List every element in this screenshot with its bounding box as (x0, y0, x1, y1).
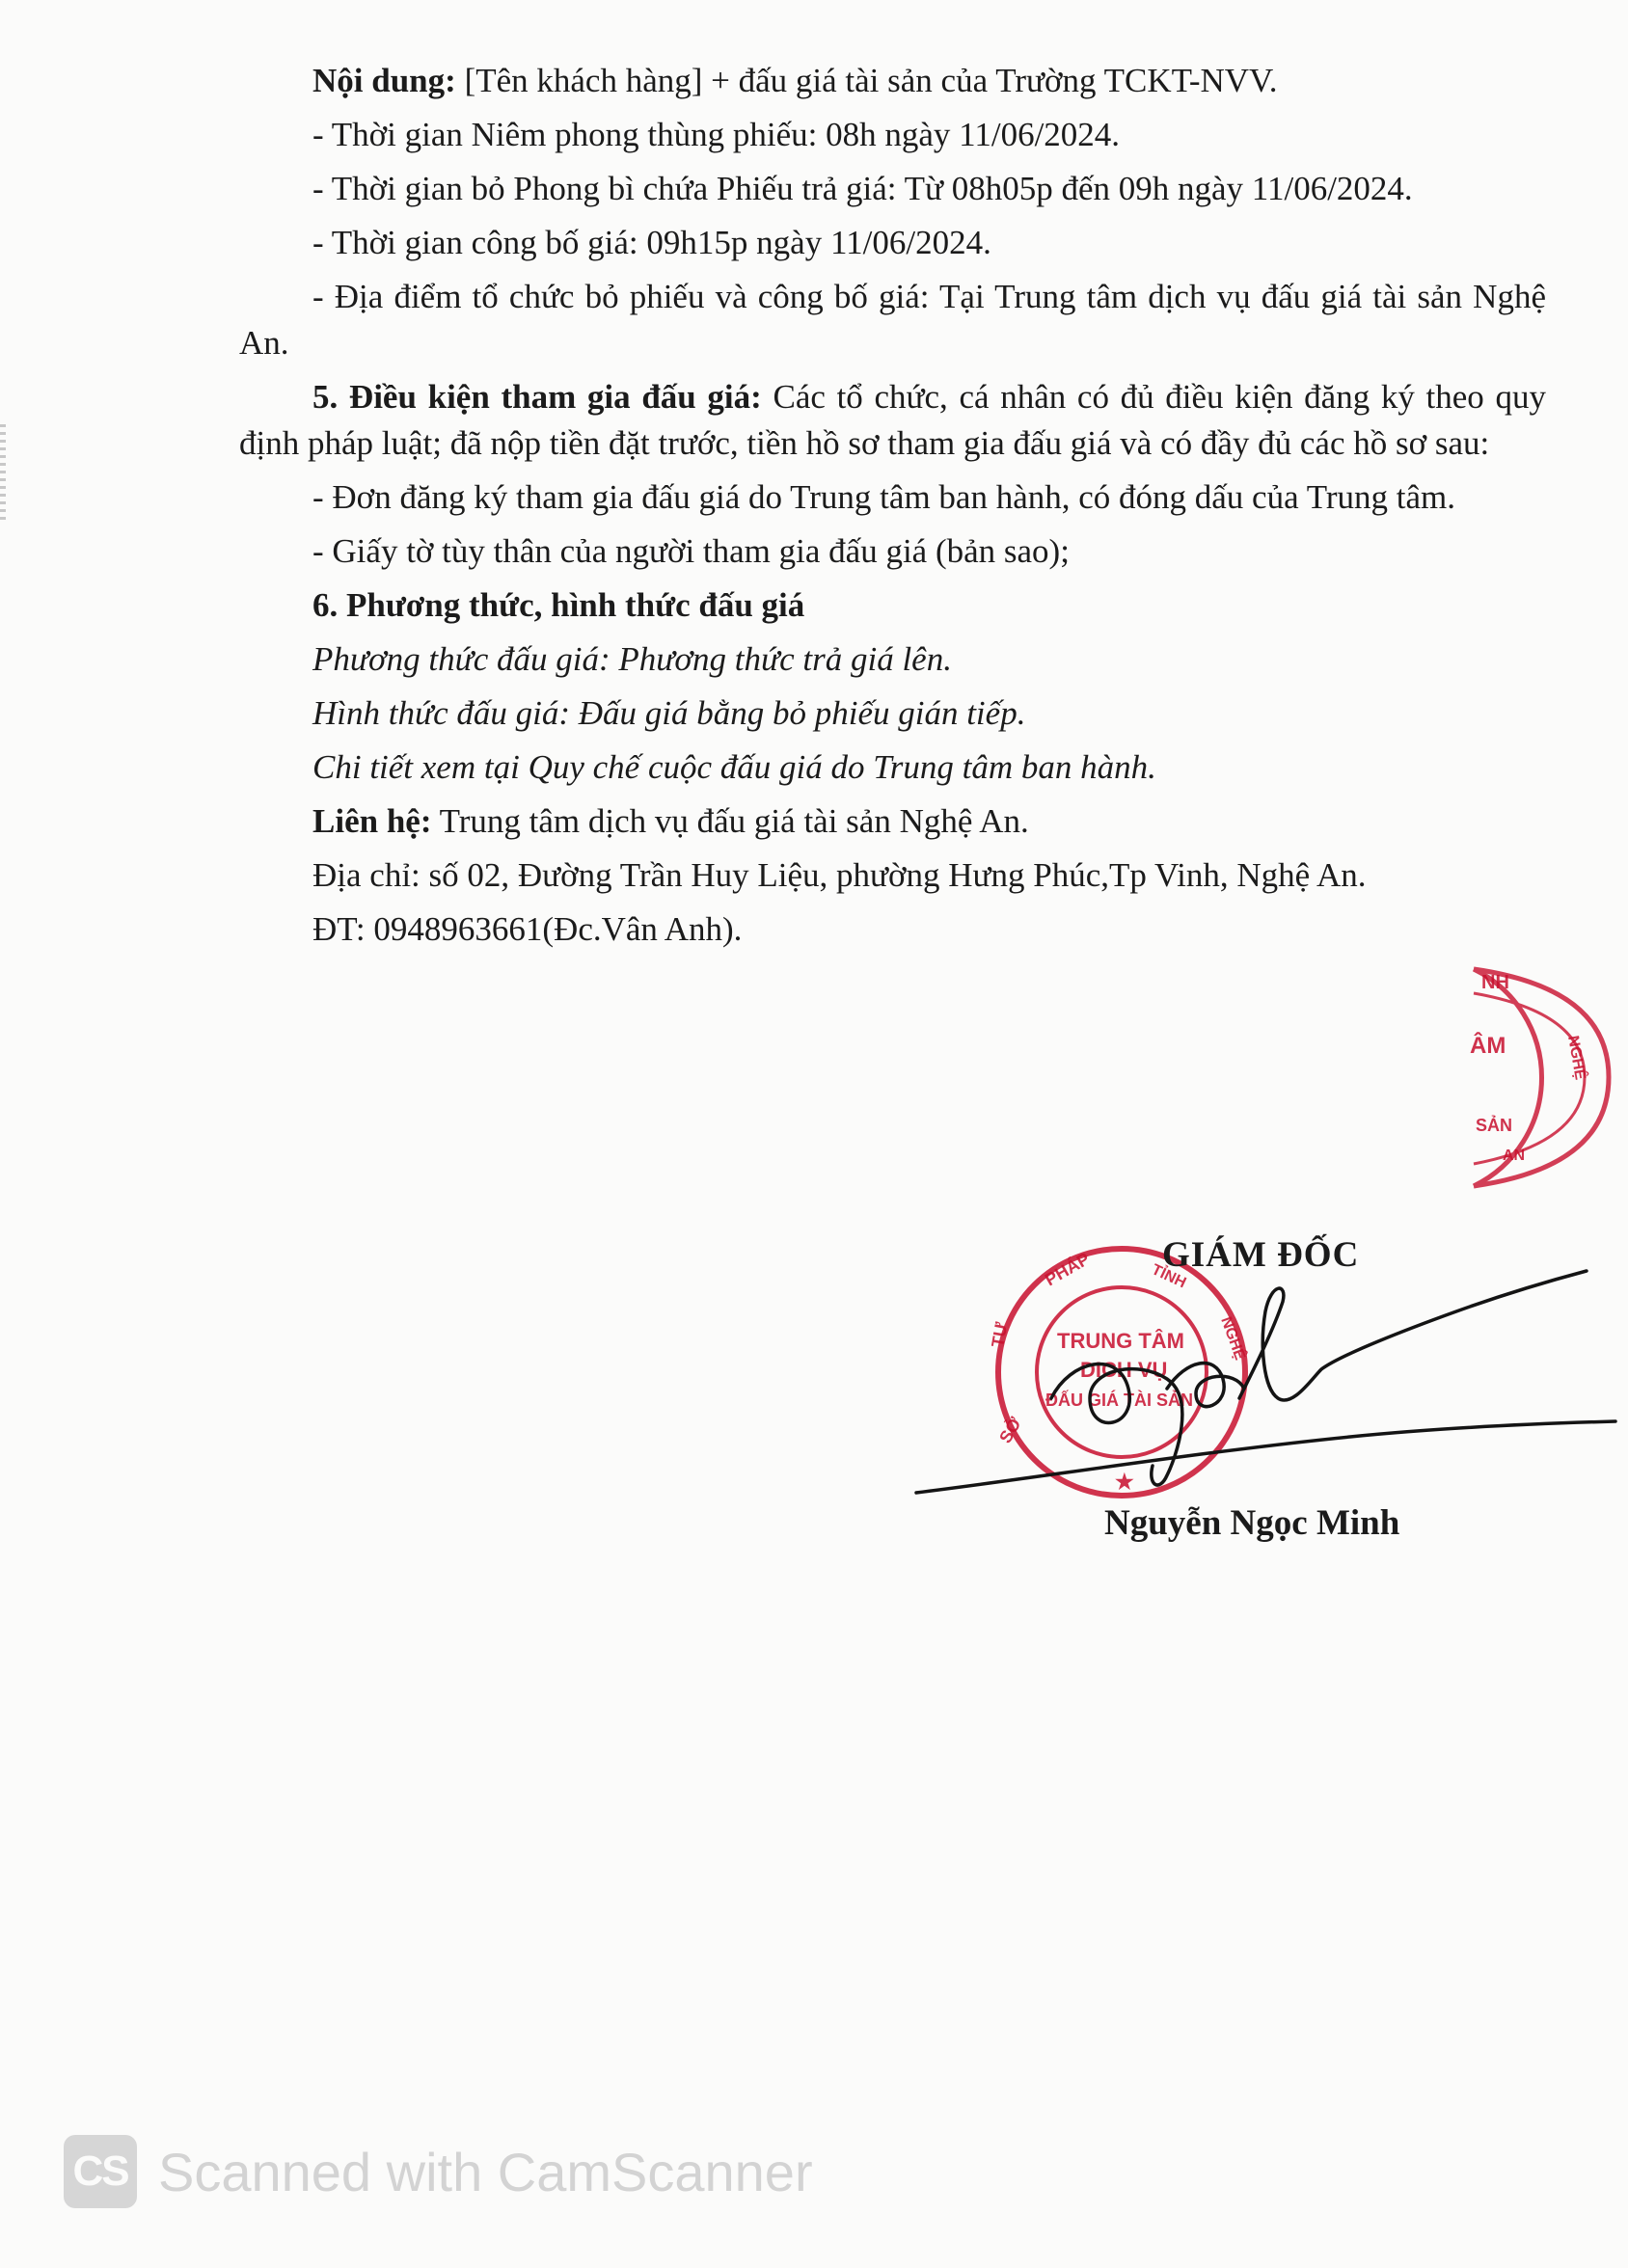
contact-line (239, 798, 1546, 845)
svg-text:ĐẤU GIÁ TÀI SẢN: ĐẤU GIÁ TÀI SẢN (1045, 1390, 1193, 1410)
section6-heading: 6. Phương thức, hình thức đấu giá (312, 586, 805, 624)
handwritten-signature-icon (907, 1254, 1620, 1524)
svg-text:NGHỆ: NGHỆ (1217, 1314, 1249, 1363)
content-text: [Tên khách hàng] + đấu giá tài sản của Trường TCKT-NVV. (455, 62, 1278, 99)
signature-title: GIÁM ĐỐC (1162, 1235, 1360, 1275)
section5-item-id: - Giấy tờ tùy thân của người tham gia đấu giá (bản sao); (312, 532, 1070, 570)
content-label: Nội dung: (312, 62, 456, 99)
envelope-time-line: - Thời gian bỏ Phong bì chứa Phiếu trả giá: Từ 08h05p đến 09h ngày 11/06/2024. (312, 170, 1413, 207)
svg-text:NH: NH (1481, 972, 1509, 993)
section5-text: Các tổ chức, cá nhân có đủ điều kiện đăng ký theo quy định pháp luật; đã nộp tiền đặt trước, tiền hồ sơ tham gia đấu giá và có đầy đủ các hồ sơ sau: (239, 378, 1546, 462)
document-body (239, 58, 1546, 960)
svg-text:NGHỆ: NGHỆ (1564, 1034, 1588, 1082)
camscanner-watermark (64, 2133, 813, 2210)
scan-edge-mark (0, 424, 6, 521)
venue-line: - Địa điểm tổ chức bỏ phiếu và công bố giá: Tại Trung tâm dịch vụ đấu giá tài sản Nghệ An. (239, 278, 1546, 362)
contact-label: Liên hệ: (312, 802, 432, 840)
svg-text:TRUNG TÂM: TRUNG TÂM (1057, 1329, 1184, 1353)
contact-text: Trung tâm dịch vụ đấu giá tài sản Nghệ An. (431, 802, 1029, 840)
svg-text:PHÁP: PHÁP (1042, 1249, 1094, 1290)
section5-heading: 5. Điều kiện tham gia đấu giá: (312, 378, 762, 416)
section6-method: Phương thức đấu giá: Phương thức trả giá lên. (312, 640, 952, 678)
svg-text:ÂM: ÂM (1470, 1033, 1506, 1059)
phone-line: ĐT: 0948963661(Đc.Vân Anh). (312, 910, 743, 948)
svg-text:SỞ: SỞ (995, 1414, 1026, 1446)
svg-text:TƯ: TƯ (988, 1320, 1012, 1349)
watermark-text: Scanned with CamScanner (158, 2141, 813, 2202)
camscanner-logo-icon: CS (64, 2135, 137, 2208)
signer-name: Nguyễn Ngọc Minh (1104, 1503, 1400, 1543)
svg-text:SẢN: SẢN (1476, 1116, 1513, 1135)
section6-form: Hình thức đấu giá: Đấu giá bằng bỏ phiếu gián tiếp. (312, 694, 1026, 732)
seal-time-line: - Thời gian Niêm phong thùng phiếu: 08h ngày 11/06/2024. (312, 116, 1121, 153)
partial-stamp-icon (1464, 950, 1609, 1205)
announce-time-line: - Thời gian công bố giá: 09h15p ngày 11/06/2024. (312, 224, 991, 261)
svg-text:AN: AN (1503, 1148, 1526, 1164)
svg-text:★: ★ (1115, 1470, 1134, 1494)
content-line (239, 58, 1546, 104)
section5-item-application: - Đơn đăng ký tham gia đấu giá do Trung tâm ban hành, có đóng dấu của Trung tâm. (312, 478, 1456, 516)
address-line: Địa chỉ: số 02, Đường Trần Huy Liệu, phường Hưng Phúc,Tp Vinh, Nghệ An. (312, 856, 1367, 894)
section6-details: Chi tiết xem tại Quy chế cuộc đấu giá do Trung tâm ban hành. (312, 748, 1156, 786)
section5-paragraph (239, 374, 1546, 467)
svg-text:TỈNH: TỈNH (1149, 1261, 1189, 1292)
svg-text:DỊCH VỤ: DỊCH VỤ (1080, 1358, 1168, 1382)
